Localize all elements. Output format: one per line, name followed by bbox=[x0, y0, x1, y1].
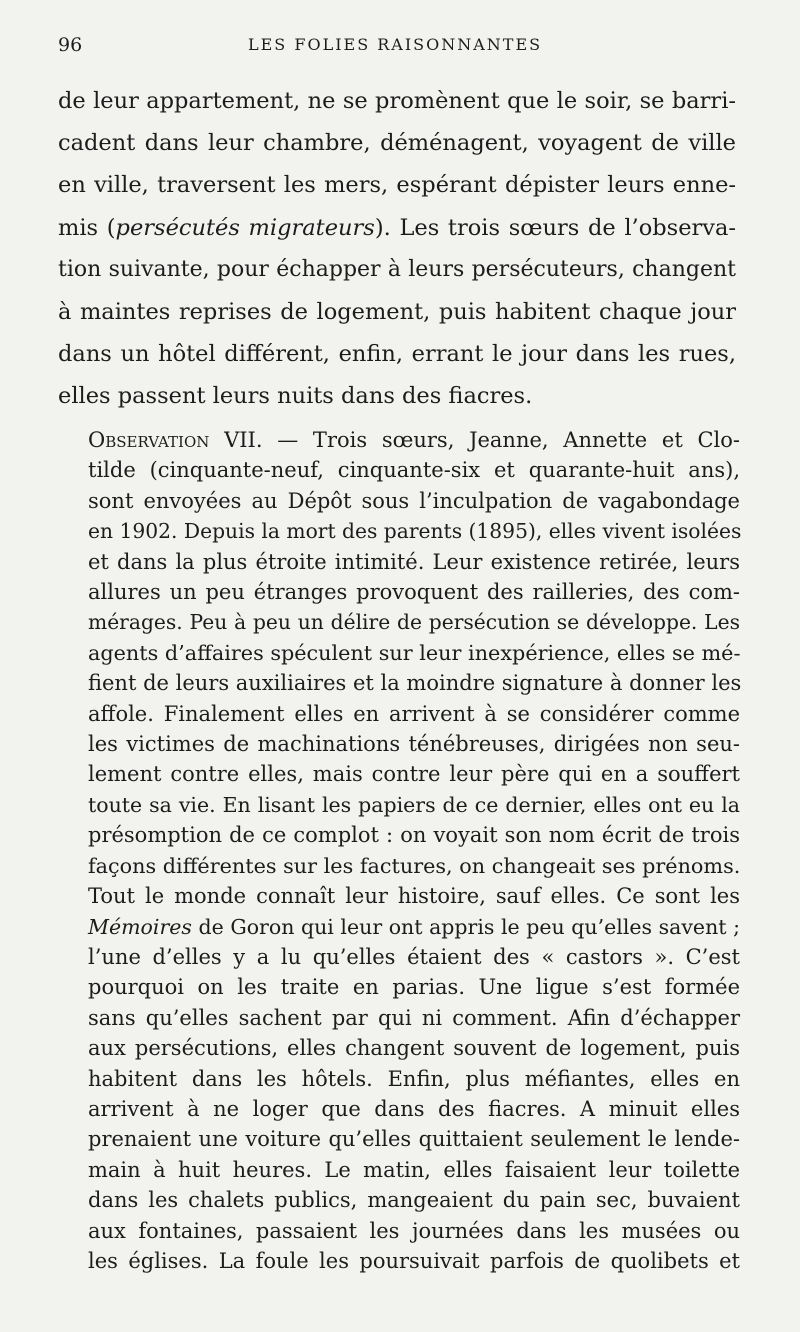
text-line: les victimes de machinations ténébreuses, dirigées non seu- bbox=[88, 732, 740, 757]
italic-title: Mémoires bbox=[88, 914, 192, 939]
observation-label: Observation bbox=[88, 428, 210, 452]
running-title: LES FOLIES RAISONNANTES bbox=[248, 35, 543, 54]
text-line: prenaient une voiture qu’elles quittaient seulement le lende- bbox=[88, 1127, 740, 1152]
text-line: en ville, traversent les mers, espérant dépister leurs enne- bbox=[58, 172, 736, 199]
paragraph-1 bbox=[58, 80, 736, 418]
text-line: l’une d’elles y a lu qu’elles étaient des « castors ». C’est bbox=[88, 944, 740, 969]
text-line bbox=[64, 425, 740, 455]
text-line: tilde (cinquante-neuf, cinquante-six et quarante-huit ans), bbox=[88, 458, 740, 483]
text-line: dans les chalets publics, mangeaient du pain sec, buvaient bbox=[88, 1188, 740, 1213]
text-line: main à huit heures. Le matin, elles faisaient leur toilette bbox=[88, 1157, 740, 1182]
text-segment: ). Les trois sœurs de l’observa- bbox=[374, 214, 737, 241]
text-line: cadent dans leur chambre, déménagent, voyagent de ville bbox=[58, 130, 736, 157]
text-segment: de Goron qui leur ont appris le peu qu’elles savent ; bbox=[191, 914, 740, 939]
text-line: de leur appartement, ne se promènent que le soir, se barri- bbox=[58, 88, 736, 114]
text-line: allures un peu étranges provoquent des railleries, des com- bbox=[88, 580, 740, 605]
text-line: elles passent leurs nuits dans des fiacres. bbox=[58, 383, 533, 410]
text-line: lement contre elles, mais contre leur père qui en a souffert bbox=[88, 762, 740, 787]
italic-term: persécutés migrateurs bbox=[115, 214, 375, 241]
text-line: mérages. Peu à peu un délire de persécution se développe. Les bbox=[88, 610, 740, 635]
text-segment: — Trois sœurs, Jeanne, Annette et Clo- bbox=[262, 428, 741, 452]
text-line: dans un hôtel différent, enfin, errant le jour dans les rues, bbox=[58, 341, 736, 368]
text-line: tion suivante, pour échapper à leurs persécuteurs, changent bbox=[58, 256, 736, 282]
text-line: sans qu’elles sachent par qui ni comment. Afin d’échapper bbox=[88, 1005, 740, 1030]
text-line: affole. Finalement elles en arrivent à se considérer comme bbox=[88, 701, 740, 726]
text-line: présomption de ce complot : on voyait son nom écrit de trois bbox=[88, 823, 740, 848]
page-number: 96 bbox=[58, 34, 83, 56]
text-line: agents d’affaires spéculent sur leur inexpérience, elles se mé- bbox=[88, 640, 741, 665]
text-line: pourquoi on les traite en parias. Une ligue s’est formée bbox=[88, 975, 740, 1000]
text-line: toute sa vie. En lisant les papiers de ce dernier, elles ont eu la bbox=[88, 792, 740, 817]
text-line bbox=[58, 207, 736, 249]
observation-paragraph bbox=[64, 425, 740, 1276]
text-line: et dans la plus étroite intimité. Leur existence retirée, leurs bbox=[88, 549, 740, 574]
text-line: fient de leurs auxiliaires et la moindre signature à donner les bbox=[88, 671, 742, 696]
text-line: à maintes reprises de logement, puis habitent chaque jour bbox=[58, 299, 736, 326]
text-line: aux fontaines, passaient les journées dans les musées ou bbox=[88, 1218, 740, 1243]
text-line: aux persécutions, elles changent souvent de logement, puis bbox=[88, 1036, 740, 1061]
text-segment: mis ( bbox=[58, 214, 116, 241]
text-line: les églises. La foule les poursuivait parfois de quolibets et bbox=[88, 1248, 740, 1273]
running-head bbox=[58, 34, 738, 58]
text-line: sont envoyées au Dépôt sous l’inculpation de vagabondage bbox=[88, 488, 740, 513]
text-line: Tout le monde connaît leur histoire, sauf elles. Ce sont les bbox=[88, 884, 740, 909]
observation-number: VII. bbox=[209, 428, 263, 452]
text-line: arrivent à ne loger que dans des fiacres. A minuit elles bbox=[88, 1096, 740, 1121]
text-line: façons différentes sur les factures, on changeait ses prénoms. bbox=[88, 853, 741, 878]
text-line bbox=[64, 912, 740, 942]
text-line: en 1902. Depuis la mort des parents (1895), elles vivent isolées bbox=[88, 519, 742, 544]
text-line: habitent dans les hôtels. Enfin, plus méfiantes, elles en bbox=[88, 1066, 740, 1091]
